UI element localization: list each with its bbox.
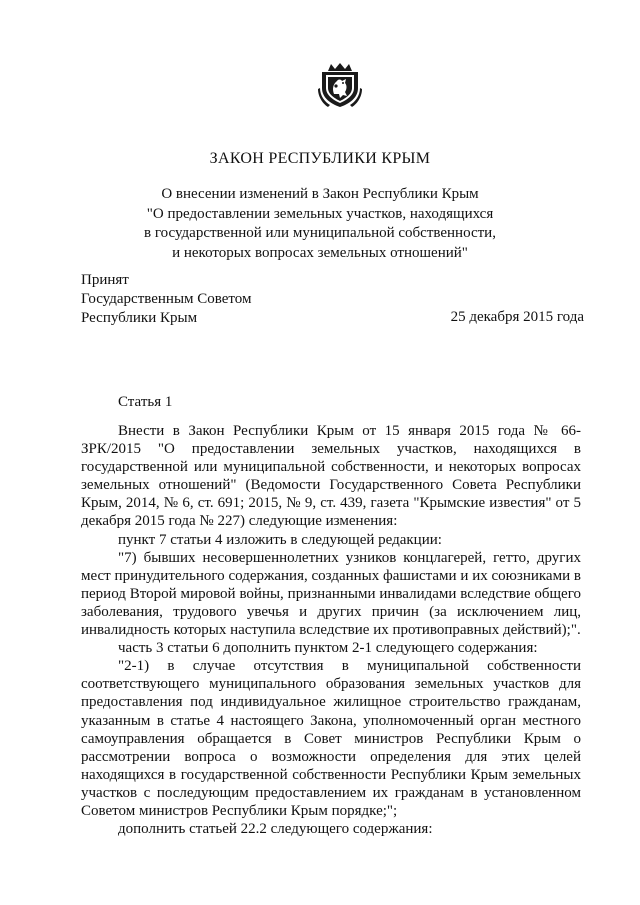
adoption-line: Принят xyxy=(81,272,129,288)
adoption-block xyxy=(81,271,252,328)
article-paragraph: часть 3 статьи 6 дополнить пунктом 2-1 следующего содержания: xyxy=(118,640,538,657)
adoption-line: Государственным Советом xyxy=(81,291,252,307)
article-paragraph: "7) бывших несовершеннолетних узников концлагерей, гетто, других мест принудительного содержания, созданных фашистами и их союзниками в период Второй мировой войны, признанными инвалидами вследствие общего заболевания, трудового увечья и других причин (за исключением лиц, инвалидность которых наступила вследствие их противоправных действий);". xyxy=(81,549,581,639)
article-paragraph: дополнить статьей 22.2 следующего содержания: xyxy=(118,821,433,838)
law-title: ЗАКОН РЕСПУБЛИКИ КРЫМ xyxy=(209,150,431,167)
subtitle-line: О внесении изменений в Закон Республики Крым xyxy=(161,186,479,202)
subtitle-line: в государственной или муниципальной собственности, xyxy=(144,225,496,241)
law-subtitle xyxy=(80,185,560,263)
article-paragraph: пункт 7 статьи 4 изложить в следующей редакции: xyxy=(118,531,442,548)
coat-of-arms-icon xyxy=(318,62,362,108)
adoption-line: Республики Крым xyxy=(81,310,198,326)
article-heading: Статья 1 xyxy=(118,394,173,410)
subtitle-line: "О предоставлении земельных участков, находящихся xyxy=(146,205,494,222)
subtitle-line: и некоторых вопросах земельных отношений" xyxy=(172,244,468,261)
article-paragraph: "2-1) в случае отсутствия в муниципальной собственности соответствующего муниципального образования земельных участков для предоставления под индивидуальное жилищное строительство гражданам, указанным в статье 4 настоящего Закона, уполномоченный орган местного самоуправления обращается в Совет министров Республики Крым о рассмотрении вопроса о возможности определения для этих целей находящихся в государственной собственности Республики Крым земельных участков с последующим предоставлением их гражданам в установленном Советом министров Республики Крым порядке;"; xyxy=(81,658,581,819)
article-body xyxy=(81,422,581,838)
article-paragraph: Внести в Закон Республики Крым от 15 января 2015 года № 66-ЗРК/2015 "О предоставлении земельных участков, находящихся в государственной или муниципальной собственности, и некоторых вопросах земельных отношений" (Ведомости Государственного Совета Республики Крым, 2014, № 6, ст. 691; 2015, № 9, ст. 439, газета "Крымские известия" от 5 декабря 2015 года № 227) следующие изменения: xyxy=(81,423,581,530)
adoption-date: 25 декабря 2015 года xyxy=(450,309,584,325)
